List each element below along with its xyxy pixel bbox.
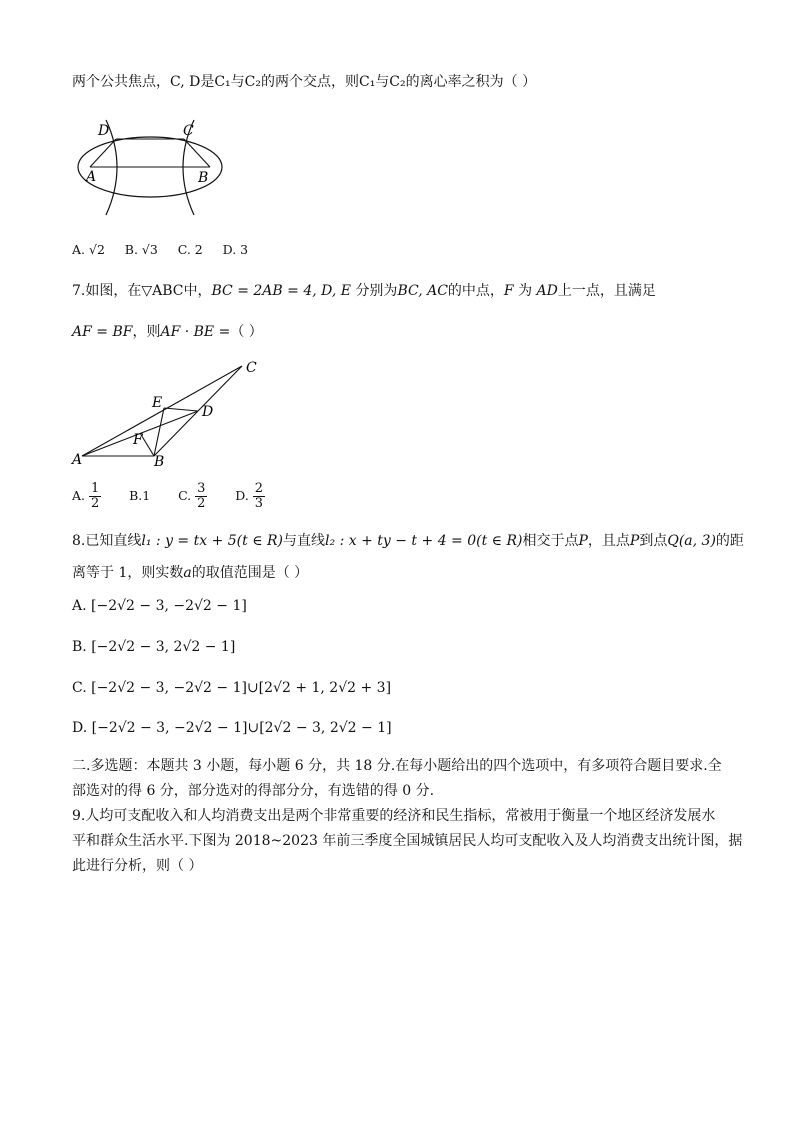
q6-figure [70,115,230,220]
segment-ac [82,366,242,456]
q8-option-d: D. [−2√2 − 3, −2√2 − 1]∪[2√2 − 3, 2√2 − 1] [72,720,392,736]
q8-line2: 离等于 1，则实数a的取值范围是（ ） [72,565,309,581]
label-a: A [72,452,83,468]
section2-line2: 部选对的得 6 分，部分选对的得部分分，有选错的得 0 分. [72,783,435,799]
label-f: F [133,432,143,448]
q7-option-b: B.1 [129,488,151,503]
label-d: D [202,404,214,420]
q6-option-b: B. √3 [124,242,158,257]
q7-figure [70,358,270,470]
q6-options [72,240,248,260]
label-e: E [152,395,163,411]
q8-line1: 8.已知直线l₁ : y = tx + 5(t ∈ R)与直线l₂ : x + ty − t + 4 = 0(t ∈ R)相交于点P，且点P到点Q(a, 3)的距 [72,533,744,549]
q6-option-d: D. 3 [222,242,249,257]
q9-line3: 此进行分析，则（ ） [72,858,203,874]
q7-option-c: C. $\frac{3}{2}$ [178,481,206,511]
segment-ed [164,408,198,411]
q7-option-a: A. $\frac{1}{2}$ [72,481,100,511]
segment-bc [184,139,210,167]
q7-option-d: D. $\frac{2}{3}$ [235,481,264,511]
label-b: B [198,170,209,186]
q9-line1: 9.人均可支配收入和人均消费支出是两个非常重要的经济和民生指标，常被用于衡量一个地区经济发展水 [72,808,716,824]
q8-option-a: A. [−2√2 − 3, −2√2 − 1] [72,598,247,614]
label-d: D [98,123,110,139]
q7-line1: 7.如图，在▽ABC中，BC = 2AB = 4, D, E 分别为BC, AC的中点，F 为 AD上一点，且满足 [72,283,656,299]
segment-ad [90,139,116,167]
q7-line2: AF = BF，则AF · BE =（ ） [72,324,263,340]
q9-line2: 平和群众生活水平.下图为 2018~2023 年前三季度全国城镇居民人均可支配收入及人均消费支出统计图，据 [72,833,743,849]
section2-line1: 二.多选题：本题共 3 小题，每小题 6 分，共 18 分.在每小题给出的四个选项中，有多项符合题目要求.全 [72,758,722,774]
q6-option-a: A. √2 [72,242,105,257]
q8-option-b: B. [−2√2 − 3, 2√2 − 1] [72,639,236,655]
q6-intro: 两个公共焦点，C, D是C₁与C₂的两个交点，则C₁与C₂的离心率之积为（ ） [72,74,537,90]
label-c: C [183,123,194,139]
q7-options [72,478,265,514]
label-b: B [154,454,165,470]
label-c: C [246,360,257,376]
label-a: A [86,169,97,185]
q8-option-c: C. [−2√2 − 3, −2√2 − 1]∪[2√2 + 1, 2√2 + 3] [72,680,392,696]
q6-option-c: C. 2 [177,242,203,257]
